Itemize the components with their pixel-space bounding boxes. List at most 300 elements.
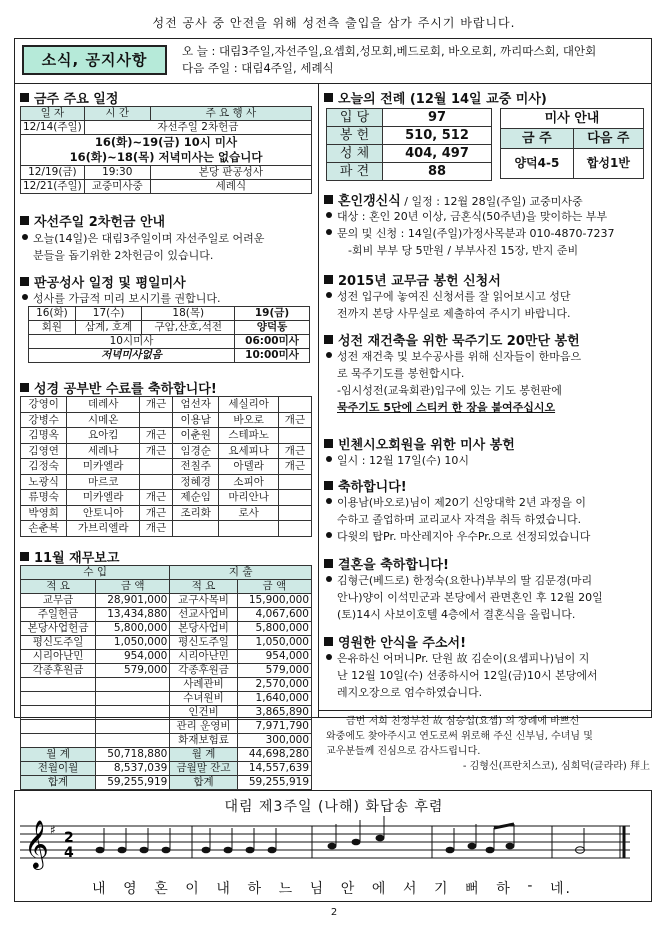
square-bullet-icon — [20, 216, 29, 225]
bullet-icon — [326, 352, 332, 358]
table-cell — [140, 412, 173, 428]
table-cell — [278, 474, 311, 490]
lyric-syllable: 기 — [434, 881, 450, 897]
table-cell: 자선주일 2차헌금 — [84, 121, 311, 135]
marriage-line: -회비 부부 당 5만원 / 부부사진 15장, 반지 준비 — [348, 244, 579, 257]
bullet-icon — [326, 498, 332, 504]
vincent-title-text: 빈첸시오회원을 위한 미사 봉헌 — [338, 438, 515, 453]
table-cell: 조리화 — [173, 505, 219, 521]
lyric-syllable: 님 — [309, 881, 326, 897]
table-row — [21, 622, 312, 636]
table-cell: 개근 — [278, 443, 311, 459]
table-cell: 세레나 — [67, 443, 140, 459]
table-cell: 10:00미사 — [235, 349, 310, 363]
weekly-schedule-title — [20, 88, 118, 107]
square-bullet-icon — [324, 637, 333, 646]
table-cell: 본당 판공성사 — [150, 166, 311, 180]
congrats-line: 다윗의 탑Pr. 마산레지아 우수Pr.으로 선정되었습니다 — [337, 530, 591, 543]
note-head — [506, 843, 515, 850]
marriage-title — [324, 190, 583, 209]
table-row — [21, 397, 312, 413]
table-cell: 59,255,919 — [237, 776, 311, 790]
table-row — [21, 720, 312, 734]
table-cell — [140, 474, 173, 490]
table-cell — [278, 428, 311, 444]
table-cell: 개근 — [140, 505, 173, 521]
confession-intro — [22, 290, 221, 307]
table-cell: 요아킴 — [67, 428, 140, 444]
lyric-syllable: 하 — [247, 881, 263, 897]
finance-table — [20, 565, 312, 790]
table-cell — [278, 521, 311, 537]
thanks-signature: - 김형신(프란치스코), 심희덕(글라라) 拜上 — [462, 761, 650, 772]
table-row — [21, 428, 312, 444]
table-row — [21, 776, 312, 790]
table-cell — [96, 734, 170, 748]
note-head — [468, 843, 477, 850]
table-cell: 시리아난민 — [170, 650, 237, 664]
note-head — [224, 847, 233, 854]
table-cell: 10시미사 — [29, 335, 235, 349]
table-cell: 정혜경 — [173, 474, 219, 490]
table-cell — [21, 692, 96, 706]
rosary-line: -임시성전(교육회관)입구에 있는 기도 봉헌판에 — [337, 384, 562, 397]
square-bullet-icon — [324, 195, 333, 204]
table-cell: 12/14(주일) — [21, 121, 85, 135]
table-cell: 강병수 — [21, 412, 67, 428]
table-cell: 교구사목비 — [170, 594, 237, 608]
lyric-syllable: 내 — [92, 881, 108, 897]
table-cell: 인건비 — [170, 706, 237, 720]
news-line-today: 오 늘 : 대림3주일,자선주일,요셉회,성모회,베드로회, 바오로회, 까리따스회, 대안회 — [182, 44, 597, 58]
evening-mass-notice: 16(화)~18(목) 저녁미사는 없습니다 — [69, 150, 263, 164]
lyric-syllable: 하 — [496, 881, 512, 897]
square-bullet-icon — [324, 335, 333, 344]
confession-table — [28, 306, 310, 363]
table-cell: 합계 — [21, 776, 96, 790]
table-cell: 개근 — [278, 412, 311, 428]
table-cell: 강영이 — [21, 397, 67, 413]
hymn-title: 대림 제3주일 (나해) 화답송 후렴 — [224, 799, 444, 815]
liturgy-table — [326, 108, 492, 181]
marriage-title-text: 혼인갱신식 — [338, 194, 401, 209]
table-cell: 19(금) — [235, 307, 310, 321]
vincent-text — [326, 452, 469, 469]
table-cell: 2,570,000 — [237, 678, 311, 692]
table-cell — [140, 459, 173, 475]
dues-line: 전까지 본당 사무실로 제출하여 주시기 바랍니다. — [337, 307, 571, 320]
table-row — [21, 664, 312, 678]
bullet-icon — [22, 234, 28, 240]
table-cell: 화재보험료 — [170, 734, 237, 748]
table-cell: 88 — [383, 163, 492, 181]
table-cell: 적 요 — [21, 580, 96, 594]
table-cell: 월 계 — [21, 748, 96, 762]
weekly-schedule-table — [20, 106, 312, 194]
table-cell: 510, 512 — [383, 127, 492, 145]
table-cell: 회원 — [29, 321, 76, 335]
hymn-staff — [20, 812, 644, 878]
note-head — [268, 847, 277, 854]
table-cell: 5,800,000 — [237, 622, 311, 636]
table-cell: 임경순 — [173, 443, 219, 459]
table-cell: 전칠주 — [173, 459, 219, 475]
col-time: 시 간 — [84, 107, 150, 121]
table-cell: 이춘원 — [173, 428, 219, 444]
lyric-syllable: 안 — [340, 881, 357, 897]
repose-line: 레지오장으로 엄수하였습니다. — [337, 686, 483, 699]
bullet-icon — [326, 456, 332, 462]
table-row — [21, 474, 312, 490]
table-cell — [173, 521, 219, 537]
table-cell: 19:30 — [84, 166, 150, 180]
wedding-line: (토)14시 사보이호텔 4층에서 결혼식을 올립니다. — [337, 608, 576, 621]
table-cell: 노광식 — [21, 474, 67, 490]
table-cell: 본당사업비 — [170, 622, 237, 636]
time-sig-bottom: 4 — [64, 845, 74, 861]
marriage-date: / 일정 : 12월 28일(주일) 교중미사중 — [400, 195, 583, 208]
lyric-syllable: 서 — [402, 881, 419, 897]
table-cell: 8,537,039 — [96, 762, 170, 776]
rosary-line: 묵주기도 5단에 스티커 한 장을 붙여주십시오 — [337, 401, 556, 414]
table-cell: 13,434,880 — [96, 608, 170, 622]
table-row — [21, 608, 312, 622]
table-cell: 합성1반 — [573, 149, 643, 179]
lyric-syllable: 느 — [278, 881, 295, 897]
table-row — [21, 692, 312, 706]
table-cell: 평신도주일 — [170, 636, 237, 650]
square-bullet-icon — [324, 481, 333, 490]
repose-line: 난 12월 10일(수) 선종하시어 12일(금)10시 본당에서 — [337, 669, 598, 682]
table-cell: 06:00미사 — [235, 335, 310, 349]
table-cell: 마리안나 — [219, 490, 279, 506]
table-cell: 로사 — [219, 505, 279, 521]
table-cell: 가브리엘라 — [67, 521, 140, 537]
lyric-syllable: 네. — [549, 881, 572, 897]
table-cell: 요세피나 — [219, 443, 279, 459]
col-event: 주 요 행 사 — [150, 107, 311, 121]
dues-text — [326, 288, 650, 322]
table-cell: 파 견 — [327, 163, 383, 181]
rosary-text — [326, 348, 650, 416]
wedding-title — [324, 554, 449, 573]
table-cell: 사례관비 — [170, 678, 237, 692]
table-cell: 박영희 — [21, 505, 67, 521]
table-cell: 개근 — [140, 443, 173, 459]
news-title: 소식, 공지사항 — [22, 45, 167, 75]
table-cell — [96, 720, 170, 734]
wedding-text — [326, 572, 650, 623]
table-cell — [278, 397, 311, 413]
table-cell: 954,000 — [96, 650, 170, 664]
table-cell — [96, 678, 170, 692]
table-cell: 교중미사중 — [84, 180, 150, 194]
marriage-line: 대상 : 혼인 20년 이상, 금혼식(50주년)을 맞이하는 부부 — [337, 210, 608, 223]
table-row — [21, 490, 312, 506]
square-bullet-icon — [20, 93, 29, 102]
rosary-title-text: 성전 재건축을 위한 묵주기도 20만단 봉헌 — [338, 334, 580, 349]
table-cell: 3,865,890 — [237, 706, 311, 720]
table-cell: 스테파노 — [219, 428, 279, 444]
table-cell: 579,000 — [237, 664, 311, 678]
table-cell: 시메온 — [67, 412, 140, 428]
mass-notice: 16(화)~19(금) 10시 미사 — [94, 135, 238, 149]
table-cell: 16(화) — [29, 307, 76, 321]
table-row — [21, 650, 312, 664]
table-cell: 세례식 — [150, 180, 311, 194]
top-notice: 성전 공사 중 안전을 위해 성전측 출입을 삼가 주시기 바랍니다. — [152, 16, 516, 30]
table-cell: 개근 — [140, 397, 173, 413]
congrats-text — [326, 494, 650, 545]
wedding-title-text: 결혼을 축하합니다! — [338, 558, 449, 573]
table-cell: 세실리아 — [219, 397, 279, 413]
note-head — [246, 847, 255, 854]
lyric-syllable: 혼 — [154, 881, 170, 897]
table-cell: 월 계 — [170, 748, 237, 762]
news-header — [14, 38, 652, 84]
table-cell: 50,718,880 — [96, 748, 170, 762]
table-row — [21, 580, 312, 594]
table-cell — [278, 490, 311, 506]
table-row — [21, 762, 312, 776]
table-cell: 97 — [383, 109, 492, 127]
square-bullet-icon — [324, 93, 333, 102]
charity-text — [22, 230, 316, 264]
table-cell: 김영연 — [21, 443, 67, 459]
table-cell: 선교사업비 — [170, 608, 237, 622]
table-cell: 수녀원비 — [170, 692, 237, 706]
square-bullet-icon — [324, 275, 333, 284]
square-bullet-icon — [20, 552, 29, 561]
table-cell: 성 체 — [327, 145, 383, 163]
table-cell: 44,698,280 — [237, 748, 311, 762]
wedding-line: 김형근(베드로) 한정숙(요한나)부부의 딸 김문경(마리 — [337, 574, 593, 587]
table-cell: 12/19(금) — [21, 166, 85, 180]
table-cell: 미사 안내 — [501, 109, 644, 129]
congrats-title-text: 축하합니다! — [338, 480, 407, 495]
square-bullet-icon — [20, 277, 29, 286]
note-head — [446, 847, 455, 854]
table-cell: 18(목) — [142, 307, 235, 321]
table-cell: 5,800,000 — [96, 622, 170, 636]
sharp-icon: ♯ — [50, 823, 56, 837]
table-row — [21, 706, 312, 720]
table-cell: 7,971,790 — [237, 720, 311, 734]
lyric-syllable: 내 — [216, 881, 232, 897]
table-cell: 바오로 — [219, 412, 279, 428]
table-cell: 12/21(주일) — [21, 180, 85, 194]
bible-title-text: 성경 공부반 수료를 축하합니다! — [34, 382, 217, 397]
table-cell: 28,901,000 — [96, 594, 170, 608]
congrats-line: 이용남(바오로)님이 제20기 신앙대학 2년 과정을 이 — [337, 496, 586, 509]
table-cell — [21, 720, 96, 734]
table-cell — [96, 706, 170, 720]
table-cell: 평신도주일 — [21, 636, 96, 650]
note-head — [118, 847, 127, 854]
repose-text — [326, 650, 650, 701]
table-cell: 양덕4-5 — [501, 149, 574, 179]
table-cell: 주일헌금 — [21, 608, 96, 622]
repose-title-text: 영원한 안식을 주소서! — [338, 636, 467, 651]
lyric-syllable: 뻐 — [465, 881, 481, 897]
table-cell: 개근 — [140, 428, 173, 444]
table-cell: 교무금 — [21, 594, 96, 608]
bullet-icon — [326, 654, 332, 660]
table-cell: 개근 — [140, 490, 173, 506]
table-cell: 삼계, 호계 — [75, 321, 142, 335]
table-cell: 579,000 — [96, 664, 170, 678]
table-cell: 개근 — [140, 521, 173, 537]
thanks-line: 금번 저희 친정부친 故 심승섭(요셉) 의 장례에 바쁘신 — [346, 716, 580, 727]
table-row — [21, 678, 312, 692]
table-cell: 300,000 — [237, 734, 311, 748]
col-date: 일 자 — [21, 107, 85, 121]
table-cell: 봉 헌 — [327, 127, 383, 145]
table-cell — [21, 734, 96, 748]
table-cell — [96, 692, 170, 706]
table-cell: 시리아난민 — [21, 650, 96, 664]
note-head — [202, 847, 211, 854]
bullet-icon — [326, 292, 332, 298]
table-row — [21, 443, 312, 459]
congrats-title — [324, 476, 407, 495]
table-cell: 954,000 — [237, 650, 311, 664]
marriage-text — [326, 208, 650, 259]
table-cell: 금 액 — [96, 580, 170, 594]
dues-title-text: 2015년 교무금 봉헌 신청서 — [338, 274, 501, 289]
finance-title-text: 11월 재무보고 — [34, 551, 120, 566]
thanks-divider — [318, 710, 652, 711]
lyric-syllable: 에 — [371, 881, 388, 897]
table-row — [21, 459, 312, 475]
wedding-line: 안나)양이 이석민군과 본당에서 관면혼인 후 12월 20일 — [337, 591, 603, 604]
table-cell — [21, 706, 96, 720]
rosary-title — [324, 330, 580, 349]
note-head — [352, 839, 361, 846]
table-cell: 아델라 — [219, 459, 279, 475]
rosary-line: 성전 재건축 및 보수공사를 위해 신자들이 한마음으 — [337, 350, 582, 363]
lyric-syllable: 영 — [123, 881, 139, 897]
hymn-lyrics — [92, 878, 572, 898]
table-cell: 김정숙 — [21, 459, 67, 475]
table-cell: 소피아 — [219, 474, 279, 490]
table-cell: 본당사업헌금 — [21, 622, 96, 636]
table-cell: 김명옥 — [21, 428, 67, 444]
table-cell: 안토니아 — [67, 505, 140, 521]
table-row — [21, 734, 312, 748]
vincent-title — [324, 434, 515, 453]
table-cell: 금 주 — [501, 129, 574, 149]
table-cell: 구암,산호,석전 — [142, 321, 235, 335]
charity-line: 오늘(14일)은 대림3주일이며 자선주일로 어려운 — [33, 232, 265, 245]
note-head — [162, 847, 171, 854]
table-row — [21, 521, 312, 537]
news-line-next: 다음 주일 : 대림4주일, 세례식 — [182, 61, 334, 75]
table-cell: 1,050,000 — [237, 636, 311, 650]
table-row — [21, 412, 312, 428]
table-cell: 류명숙 — [21, 490, 67, 506]
table-cell: 이용남 — [173, 412, 219, 428]
table-cell: 입 당 — [327, 109, 383, 127]
thanks-line: 와중에도 찾아주시고 연도로써 위로해 주신 신부님, 수녀님 및 — [326, 731, 593, 742]
table-cell: 미카엘라 — [67, 459, 140, 475]
dues-title — [324, 270, 501, 289]
weekly-title-text: 금주 주요 일정 — [34, 92, 119, 107]
bible-study-table — [20, 396, 312, 537]
table-cell: 각종후원금 — [170, 664, 237, 678]
table-cell: 59,255,919 — [96, 776, 170, 790]
table-cell: 금 액 — [237, 580, 311, 594]
time-sig-top: 2 — [64, 830, 74, 846]
square-bullet-icon — [20, 383, 29, 392]
confession-intro-text: 성사를 가급적 미리 보시기를 권합니다. — [33, 292, 221, 305]
table-cell — [21, 678, 96, 692]
thanks-line: 교우분들께 진심으로 감사드립니다. — [326, 746, 481, 757]
table-cell: 미카엘라 — [67, 490, 140, 506]
table-cell: 14,557,639 — [237, 762, 311, 776]
charity-title — [20, 211, 165, 230]
bullet-icon — [326, 212, 332, 218]
vincent-line: 일시 : 12월 17일(수) 10시 — [337, 454, 470, 467]
rosary-line: 로 묵주기도를 봉헌합시다. — [337, 367, 465, 380]
lyric-syllable: - — [527, 878, 535, 894]
table-cell: 합계 — [170, 776, 237, 790]
note-head — [376, 835, 385, 842]
liturgy-title-text: 오늘의 전례 (12월 14일 교중 미사) — [338, 92, 547, 107]
note-head — [328, 843, 337, 850]
table-cell: 4,067,600 — [237, 608, 311, 622]
table-cell: 지 출 — [170, 566, 312, 580]
table-cell: 1,640,000 — [237, 692, 311, 706]
bullet-icon — [326, 532, 332, 538]
table-row — [21, 636, 312, 650]
table-cell: 개근 — [278, 459, 311, 475]
table-cell: 각종후원금 — [21, 664, 96, 678]
charity-title-text: 자선주일 2차헌금 안내 — [34, 215, 166, 230]
bible-study-title — [20, 378, 217, 397]
table-cell — [219, 521, 279, 537]
page-number: 2 — [330, 907, 338, 918]
note-head — [486, 847, 495, 854]
table-row — [21, 505, 312, 521]
table-cell: 15,900,000 — [237, 594, 311, 608]
table-cell — [21, 135, 312, 166]
table-cell: 수 입 — [21, 566, 170, 580]
table-cell: 404, 497 — [383, 145, 492, 163]
table-cell: 적 요 — [170, 580, 237, 594]
table-cell: 금월말 잔고 — [170, 762, 237, 776]
table-cell: 데레사 — [67, 397, 140, 413]
table-cell: 마르코 — [67, 474, 140, 490]
table-row — [21, 748, 312, 762]
table-row — [21, 594, 312, 608]
congrats-line: 수하고 졸업하며 교리교사 자격을 취득 하였습니다. — [337, 513, 582, 526]
square-bullet-icon — [324, 439, 333, 448]
square-bullet-icon — [324, 559, 333, 568]
table-cell: 전월이월 — [21, 762, 96, 776]
confession-title-text: 판공성사 일정 및 평일미사 — [34, 276, 186, 291]
note-head — [140, 847, 149, 854]
bullet-icon — [22, 294, 28, 300]
repose-title — [324, 632, 466, 651]
note-beam — [494, 824, 514, 828]
table-cell: 엄선자 — [173, 397, 219, 413]
table-cell: 1,050,000 — [96, 636, 170, 650]
repose-line: 은유하신 어머니Pr. 단원 故 김순이(요셉피나)님이 지 — [337, 652, 590, 665]
table-cell: 다음 주 — [573, 129, 643, 149]
confession-title — [20, 272, 186, 291]
dues-line: 성전 입구에 놓여진 신청서를 잘 읽어보시고 성단 — [337, 290, 571, 303]
